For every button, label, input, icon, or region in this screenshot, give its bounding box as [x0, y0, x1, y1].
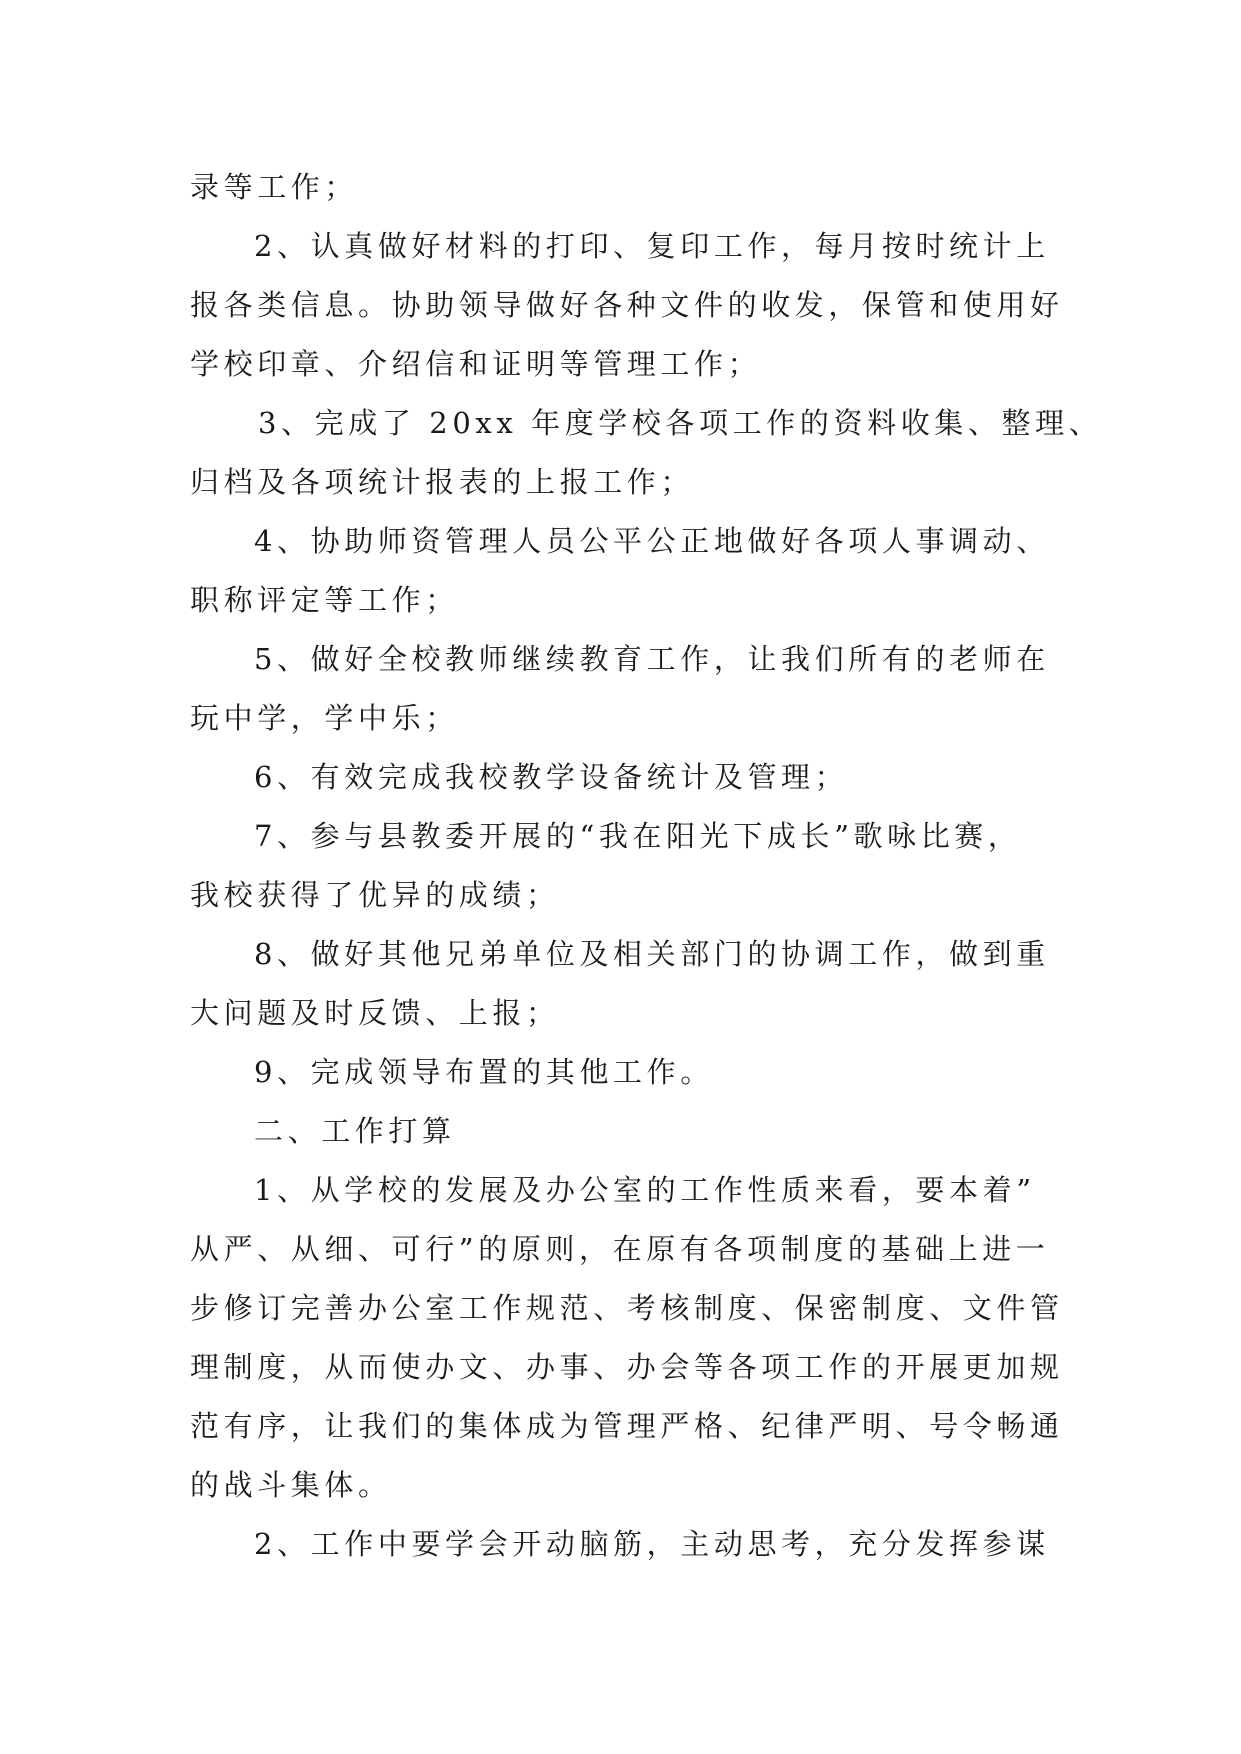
text-line: 8、做好其他兄弟单位及相关部门的协调工作，做到重	[254, 937, 1050, 971]
text-line: 的战斗集体。	[190, 1468, 392, 1502]
section-heading: 二、工作打算	[254, 1114, 456, 1148]
text-line: 理制度，从而使办文、办事、办会等各项工作的开展更加规	[190, 1350, 1064, 1384]
text-line: 报各类信息。协助领导做好各种文件的收发，保管和使用好	[190, 288, 1064, 322]
text-line: 5、做好全校教师继续教育工作，让我们所有的老师在	[254, 642, 1050, 676]
text-line: 职称评定等工作；	[190, 583, 459, 617]
text-line: 玩中学，学中乐；	[190, 701, 459, 735]
text-line: 1、从学校的发展及办公室的工作性质来看，要本着”	[254, 1173, 1036, 1207]
text-line: 步修订完善办公室工作规范、考核制度、保密制度、文件管	[190, 1291, 1064, 1325]
document-body	[190, 158, 1103, 1574]
text-line: 6、有效完成我校教学设备统计及管理；	[254, 760, 849, 794]
text-line: 录等工作；	[190, 170, 359, 204]
text-line: 9、完成领导布置的其他工作。	[254, 1055, 714, 1089]
text-line: 2、认真做好材料的打印、复印工作，每月按时统计上	[254, 229, 1050, 263]
text-line: 归档及各项统计报表的上报工作；	[190, 465, 695, 499]
text-line: 2、工作中要学会开动脑筋，主动思考，充分发挥参谋	[254, 1527, 1050, 1561]
text-line: 从严、从细、可行”的原则，在原有各项制度的基础上进一	[190, 1232, 1050, 1266]
text-line: 学校印章、介绍信和证明等管理工作；	[190, 347, 762, 381]
text-line: 范有序，让我们的集体成为管理严格、纪律严明、号令畅通	[190, 1409, 1064, 1443]
text-line: 3、完成了 20xx 年度学校各项工作的资料收集、整理、	[258, 406, 1103, 440]
text-line: 我校获得了优异的成绩；	[190, 878, 560, 912]
text-line: 7、参与县教委开展的“我在阳光下成长”歌咏比赛，	[254, 819, 1022, 853]
text-line: 大问题及时反馈、上报；	[190, 996, 560, 1030]
text-line: 4、协助师资管理人员公平公正地做好各项人事调动、	[254, 524, 1050, 558]
